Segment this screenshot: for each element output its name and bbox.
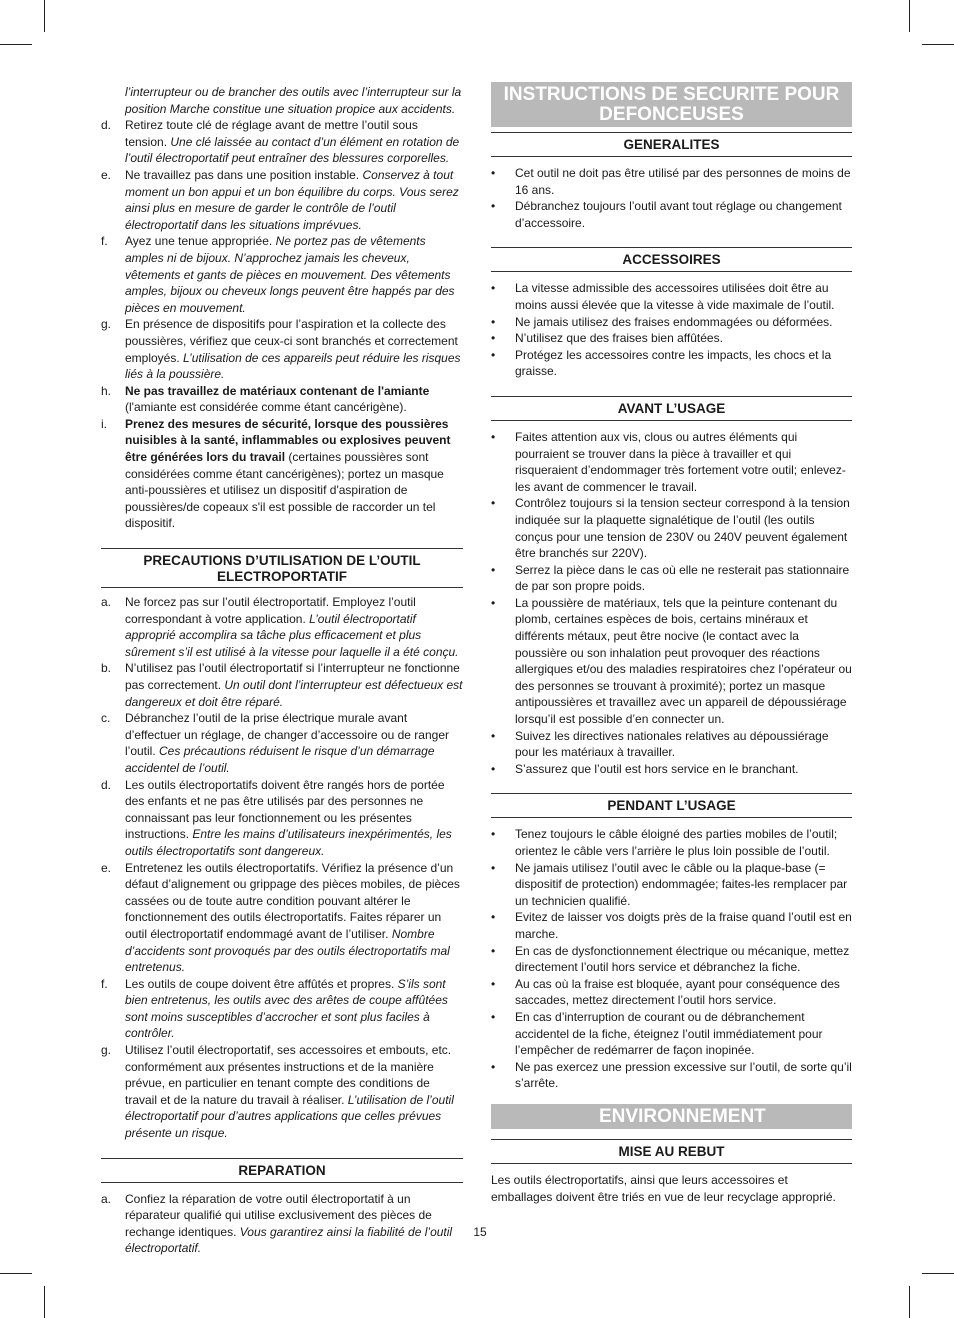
item-text — [125, 660, 463, 710]
item-text — [125, 1191, 463, 1257]
bullet-item — [491, 165, 852, 198]
item-label: d. — [101, 777, 112, 792]
item-text-part: L’outil électroportatif approprié accomplira sa tâche plus efficacement et plus sûrement s’il est utilisé à la vitesse pour laquelle il a été conçu. — [125, 611, 459, 659]
bullet-icon: • — [491, 860, 496, 875]
item-text — [125, 167, 463, 233]
item-text-part: Ces précautions réduisent le risque d’un démarrage accidentel de l’outil. — [125, 744, 435, 775]
item-text-part: Conservez à tout moment un bon appui et un bon équilibre du corps. Vous serez ainsi plus en mesure de garder le contrôle de l’outil électroportatif dans les situations imprévues. — [125, 167, 459, 232]
item-text — [125, 777, 463, 860]
avant-heading: AVANT L’USAGE — [491, 396, 852, 421]
crop-mark-tl-v — [44, 0, 45, 32]
item-text — [125, 1042, 463, 1142]
bullet-item — [491, 728, 852, 761]
item-text-part: Entretenez les outils électroportatifs. Vérifiez la présence d’un défaut d’alignement ou grippage des pièces mobiles, de pièces cassées ou de toute autre condition pouvant altérer le fonctionnement des outils électroportatifs. Faites réparer un outil électroportatif endommagé avant de l’utiliser. — [125, 860, 460, 941]
bullet-item — [491, 595, 852, 728]
item-text-part: (certaines poussières sont considérées comme étant cancérigènes); portez un masque anti-poussières et utilisez un dispositif d'aspiration de poussières/de copeaux s'il est possible de raccorder un tel dispositif. — [125, 450, 444, 531]
crop-mark-br-v — [909, 1286, 910, 1318]
bullet-icon: • — [491, 562, 496, 577]
list-item — [101, 1191, 463, 1257]
bullet-text: Faites attention aux vis, clous ou autres éléments qui pourraient se trouver dans la pièce à travailler et qui risqueraient d’endommager très fortement votre outil; enlevez-les avant de commencer le travail. — [515, 429, 846, 494]
item-text — [125, 383, 463, 416]
crop-mark-tl-h — [0, 44, 32, 45]
crop-mark-tr-h — [922, 44, 954, 45]
crop-mark-br-h — [922, 1273, 954, 1274]
bullet-icon: • — [491, 281, 496, 296]
page-number: 15 — [473, 1225, 487, 1239]
item-text-part: L’utilisation de l’outil électroportatif pour d’autres applications que celles prévues présente un risque. — [125, 1092, 454, 1141]
bullet-text: Contrôlez toujours si la tension secteur correspond à la tension indiquée sur la plaquette signalétique de l’outil (les outils conçus pour une tension de 230V ou 240V peuvent également être branchés sur 220V). — [515, 496, 850, 561]
list-item — [101, 383, 463, 416]
generalites-heading: GENERALITES — [491, 132, 852, 157]
item-text — [125, 710, 463, 776]
item-label: a. — [101, 1191, 112, 1206]
bullet-text: Au cas où la fraise est bloquée, ayant pour conséquence des saccades, mettez directement l’outil hors service. — [515, 976, 840, 1008]
reparation-heading: REPARATION — [101, 1158, 463, 1183]
item-label: e. — [101, 167, 112, 182]
item-text-part: Confiez la réparation de votre outil électroportatif à un réparateur qualifié qui utilise exclusivement des pièces de rechange identiques. — [125, 1191, 432, 1239]
item-text-part: Débranchez l’outil de la prise électrique murale avant d’effectuer un réglage, de changer d’accessoire ou de ranger l’outil. — [125, 711, 449, 759]
bullet-icon: • — [491, 314, 496, 329]
item-label: d. — [101, 118, 112, 133]
list-item — [101, 416, 463, 532]
bullet-text: N’utilisez que des fraises bien affûtées. — [515, 331, 723, 346]
list-item — [101, 710, 463, 776]
list-item — [101, 777, 463, 860]
bullet-item — [491, 347, 852, 380]
bullet-icon: • — [491, 429, 496, 444]
bullet-text: Ne jamais utilisez l’outil avec le câble ou la plaque-base (= dispositif de protection) endommagée; faites-les remplacer par un technicien qualifié. — [515, 860, 848, 908]
item-text-part: Retirez toute clé de réglage avant de mettre l’outil sous tension. — [125, 118, 418, 149]
list-item — [101, 660, 463, 710]
list-item — [101, 316, 463, 382]
list-item — [101, 860, 463, 976]
bullet-item — [491, 976, 852, 1009]
rebut-text: Les outils électroportatifs, ainsi que leurs accessoires et emballages doivent être triés en vue de leur recyclage approprié. — [491, 1173, 836, 1204]
bullet-icon: • — [491, 496, 496, 511]
list-item — [101, 233, 463, 316]
bullet-item — [491, 280, 852, 313]
bullet-text: Protégez les accessoires contre les impacts, les chocs et la graisse. — [515, 347, 832, 379]
list-item — [101, 594, 463, 660]
item-label: f. — [101, 976, 108, 991]
bullet-icon: • — [491, 166, 496, 180]
item-text-part: Un outil dont l’interrupteur est défectueux est dangereux et doit être réparé. — [125, 678, 463, 709]
item-text-part: Ne portez pas de vêtements amples ni de bijoux. N’approchez jamais les cheveux, vêtements et gants de pièces en mouvement. Des vêtements amples, bijoux ou cheveux longs peuvent être happés par des pièces en mouvement. — [125, 234, 455, 315]
list-item — [101, 117, 463, 167]
item-text-part: Utilisez l’outil électroportatif, ses accessoires et embouts, etc. conformément aux présentes instructions et de la manière prévue, en particulier en tenant compte des conditions de travail et de la nature du travail à réaliser. — [125, 1043, 452, 1107]
bullet-text: Débranchez toujours l’outil avant tout réglage ou changement d’accessoire. — [515, 199, 842, 230]
item-label: h. — [101, 383, 112, 398]
main-title: INSTRUCTIONS DE SECURITE POUR DEFONCEUSES — [491, 82, 852, 127]
bullet-item — [491, 826, 852, 859]
rebut-heading: MISE AU REBUT — [491, 1139, 852, 1164]
bullet-icon: • — [491, 595, 496, 610]
bullet-item — [491, 429, 852, 495]
item-text-part: Les outils électroportatifs doivent être rangés hors de portée des enfants et ne pas être utilisés par des personnes ne connaissant pas leur fonctionnement ou les présentes instructions. — [125, 777, 445, 842]
right-column — [491, 82, 852, 1206]
item-text-part: Ayez une tenue appropriée. — [125, 234, 276, 249]
bullet-icon: • — [491, 827, 496, 842]
bullet-item — [491, 495, 852, 561]
bullet-item — [491, 860, 852, 910]
item-label — [101, 84, 125, 117]
precautions-list — [101, 594, 463, 1142]
list-item — [101, 976, 463, 1042]
bullet-text: S’assurez que l’outil est hors service en le branchant. — [515, 761, 799, 776]
bullet-text: Serrez la pièce dans le cas où elle ne resterait pas stationnaire de par son propre poids. — [515, 562, 850, 594]
item-text-part: Vous garantirez ainsi la fiabilité de l’outil électroportatif. — [125, 1224, 453, 1256]
item-text-part: Nombre d’accidents sont provoqués par des outils électroportatifs mal entretenus. — [125, 926, 450, 975]
item-text — [125, 84, 463, 117]
item-text-part: S’ils sont bien entretenus, les outils avec des arêtes de coupe affûtées sont moins susceptibles d’accrocher et sont plus faciles à contrôler. — [125, 976, 448, 1041]
bullet-text: Cet outil ne doit pas être utilisé par des personnes de moins de 16 ans. — [515, 166, 851, 197]
intro-list — [101, 84, 463, 532]
item-text — [125, 860, 463, 976]
avant-list — [491, 429, 852, 777]
item-text-part: Prenez des mesures de sécurité, lorsque des poussières nuisibles à la santé, inflammables ou explosives peuvent être générées lors du travail — [125, 416, 451, 465]
bullet-text: Evitez de laisser vos doigts près de la fraise quand l’outil est en marche. — [515, 910, 852, 941]
item-text — [125, 416, 463, 532]
crop-mark-bl-v — [44, 1286, 45, 1318]
crop-mark-tr-v — [909, 0, 910, 32]
bullet-item — [491, 909, 852, 942]
bullet-text: Tenez toujours le câble éloigné des parties mobiles de l’outil; orientez le câble vers l’arrière le plus loin possible de l’outil. — [515, 827, 838, 858]
bullet-item — [491, 314, 852, 331]
item-text — [125, 233, 463, 316]
bullet-text: Suivez les directives nationales relatives au dépoussiérage pour les matériaux à travailler. — [515, 728, 829, 760]
bullet-item — [491, 761, 852, 778]
bullet-icon: • — [491, 1059, 496, 1074]
item-text-part: Ne travaillez pas dans une position instable. — [125, 167, 363, 182]
reparation-list — [101, 1191, 463, 1257]
bullet-item — [491, 198, 852, 231]
item-label: i. — [101, 416, 107, 431]
bullet-text: En cas de dysfonctionnement électrique ou mécanique, mettez directement l’outil hors service et débranchez la fiche. — [515, 943, 850, 975]
list-item — [101, 167, 463, 233]
list-item — [101, 1042, 463, 1142]
item-text-part: L’utilisation de ces appareils peut réduire les risques liés à la poussière. — [125, 350, 461, 382]
item-text-part: En présence de dispositifs pour l’aspiration et la collecte des poussières, vérifiez que ceux-ci sont branchés et correctement employés. — [125, 317, 458, 365]
left-column — [101, 84, 463, 1257]
item-label: a. — [101, 595, 112, 610]
item-label: e. — [101, 860, 112, 875]
accessoires-heading: ACCESSOIRES — [491, 247, 852, 272]
item-label: g. — [101, 1043, 112, 1058]
environnement-title: ENVIRONNEMENT — [491, 1104, 852, 1130]
bullet-icon: • — [491, 728, 496, 743]
bullet-icon: • — [491, 347, 496, 362]
bullet-icon: • — [491, 199, 496, 214]
bullet-icon: • — [491, 761, 496, 776]
item-label: f. — [101, 234, 108, 249]
item-text-part: l’interrupteur ou de brancher des outils avec l’interrupteur sur la position Marche constitue une situation propice aux accidents. — [125, 85, 462, 116]
bullet-item — [491, 330, 852, 347]
bullet-item — [491, 1059, 852, 1092]
bullet-icon: • — [491, 910, 496, 925]
bullet-item — [491, 1009, 852, 1059]
bullet-text: La vitesse admissible des accessoires utilisées doit être au moins aussi élevée que la vitesse à vide maximale de l’outil. — [515, 281, 835, 312]
accessoires-list — [491, 280, 852, 380]
item-text-part: (l'amiante est considérée comme étant cancérigène). — [125, 400, 407, 415]
bullet-icon: • — [491, 943, 496, 958]
bullet-item — [491, 943, 852, 976]
item-text — [125, 117, 463, 167]
item-text-part: Entre les mains d’utilisateurs inexpérimentés, les outils électroportatifs sont dangereux. — [125, 827, 452, 858]
item-label: g. — [101, 317, 112, 332]
pendant-list — [491, 826, 852, 1092]
bullet-text: En cas d’interruption de courant ou de débranchement accidentel de la fiche, éteignez l’outil immédiatement pour l’empêcher de redémarrer de façon inopinée. — [515, 1009, 823, 1058]
bullet-text: Ne jamais utilisez des fraises endommagées ou déformées. — [515, 314, 833, 329]
item-label: c. — [101, 711, 111, 726]
item-text — [125, 594, 463, 660]
bullet-text: Ne pas exercez une pression excessive sur l’outil, de sorte qu’il s’arrête. — [515, 1059, 852, 1091]
bullet-icon: • — [491, 331, 496, 346]
bullet-item — [491, 562, 852, 595]
item-text-part: N’utilisez pas l’outil électroportatif si l’interrupteur ne fonctionne pas correctement. — [125, 661, 460, 692]
item-label: b. — [101, 661, 112, 676]
item-text-part: Une clé laissée au contact d’un élément en rotation de l’outil électroportatif peut entraîner des blessures corporelles. — [125, 134, 460, 166]
precautions-heading: PRECAUTIONS D’UTILISATION DE L’OUTIL ELECTROPORTATIF — [101, 548, 463, 588]
pendant-heading: PENDANT L’USAGE — [491, 793, 852, 818]
list-item — [101, 84, 463, 117]
item-text-part: Les outils de coupe doivent être affûtés et propres. — [125, 976, 398, 991]
bullet-icon: • — [491, 1009, 496, 1024]
item-text-part: Ne forcez pas sur l’outil électroportatif. Employez l’outil correspondant à votre application. — [125, 595, 416, 626]
item-text-part: Ne pas travaillez de matériaux contenant de l'amiante — [125, 383, 430, 398]
generalites-list — [491, 165, 852, 231]
item-text — [125, 976, 463, 1042]
item-text — [125, 316, 463, 382]
bullet-icon: • — [491, 976, 496, 991]
bullet-text: La poussière de matériaux, tels que la peinture contenant du plomb, certaines espèces de bois, certains minéraux et différents métaux, peut être nocive (le contact avec la poussière ou son inhalation peut provoquer des réactions allergiques et/ou des maladies respiratoires chez l’opérateur ou des personnes se trouvant à proximité); portez un masque antipoussières et travaillez avec un appareil de dépoussiérage lorsqu’il est possible d’en connecter un. — [515, 595, 852, 727]
crop-mark-bl-h — [0, 1273, 32, 1274]
